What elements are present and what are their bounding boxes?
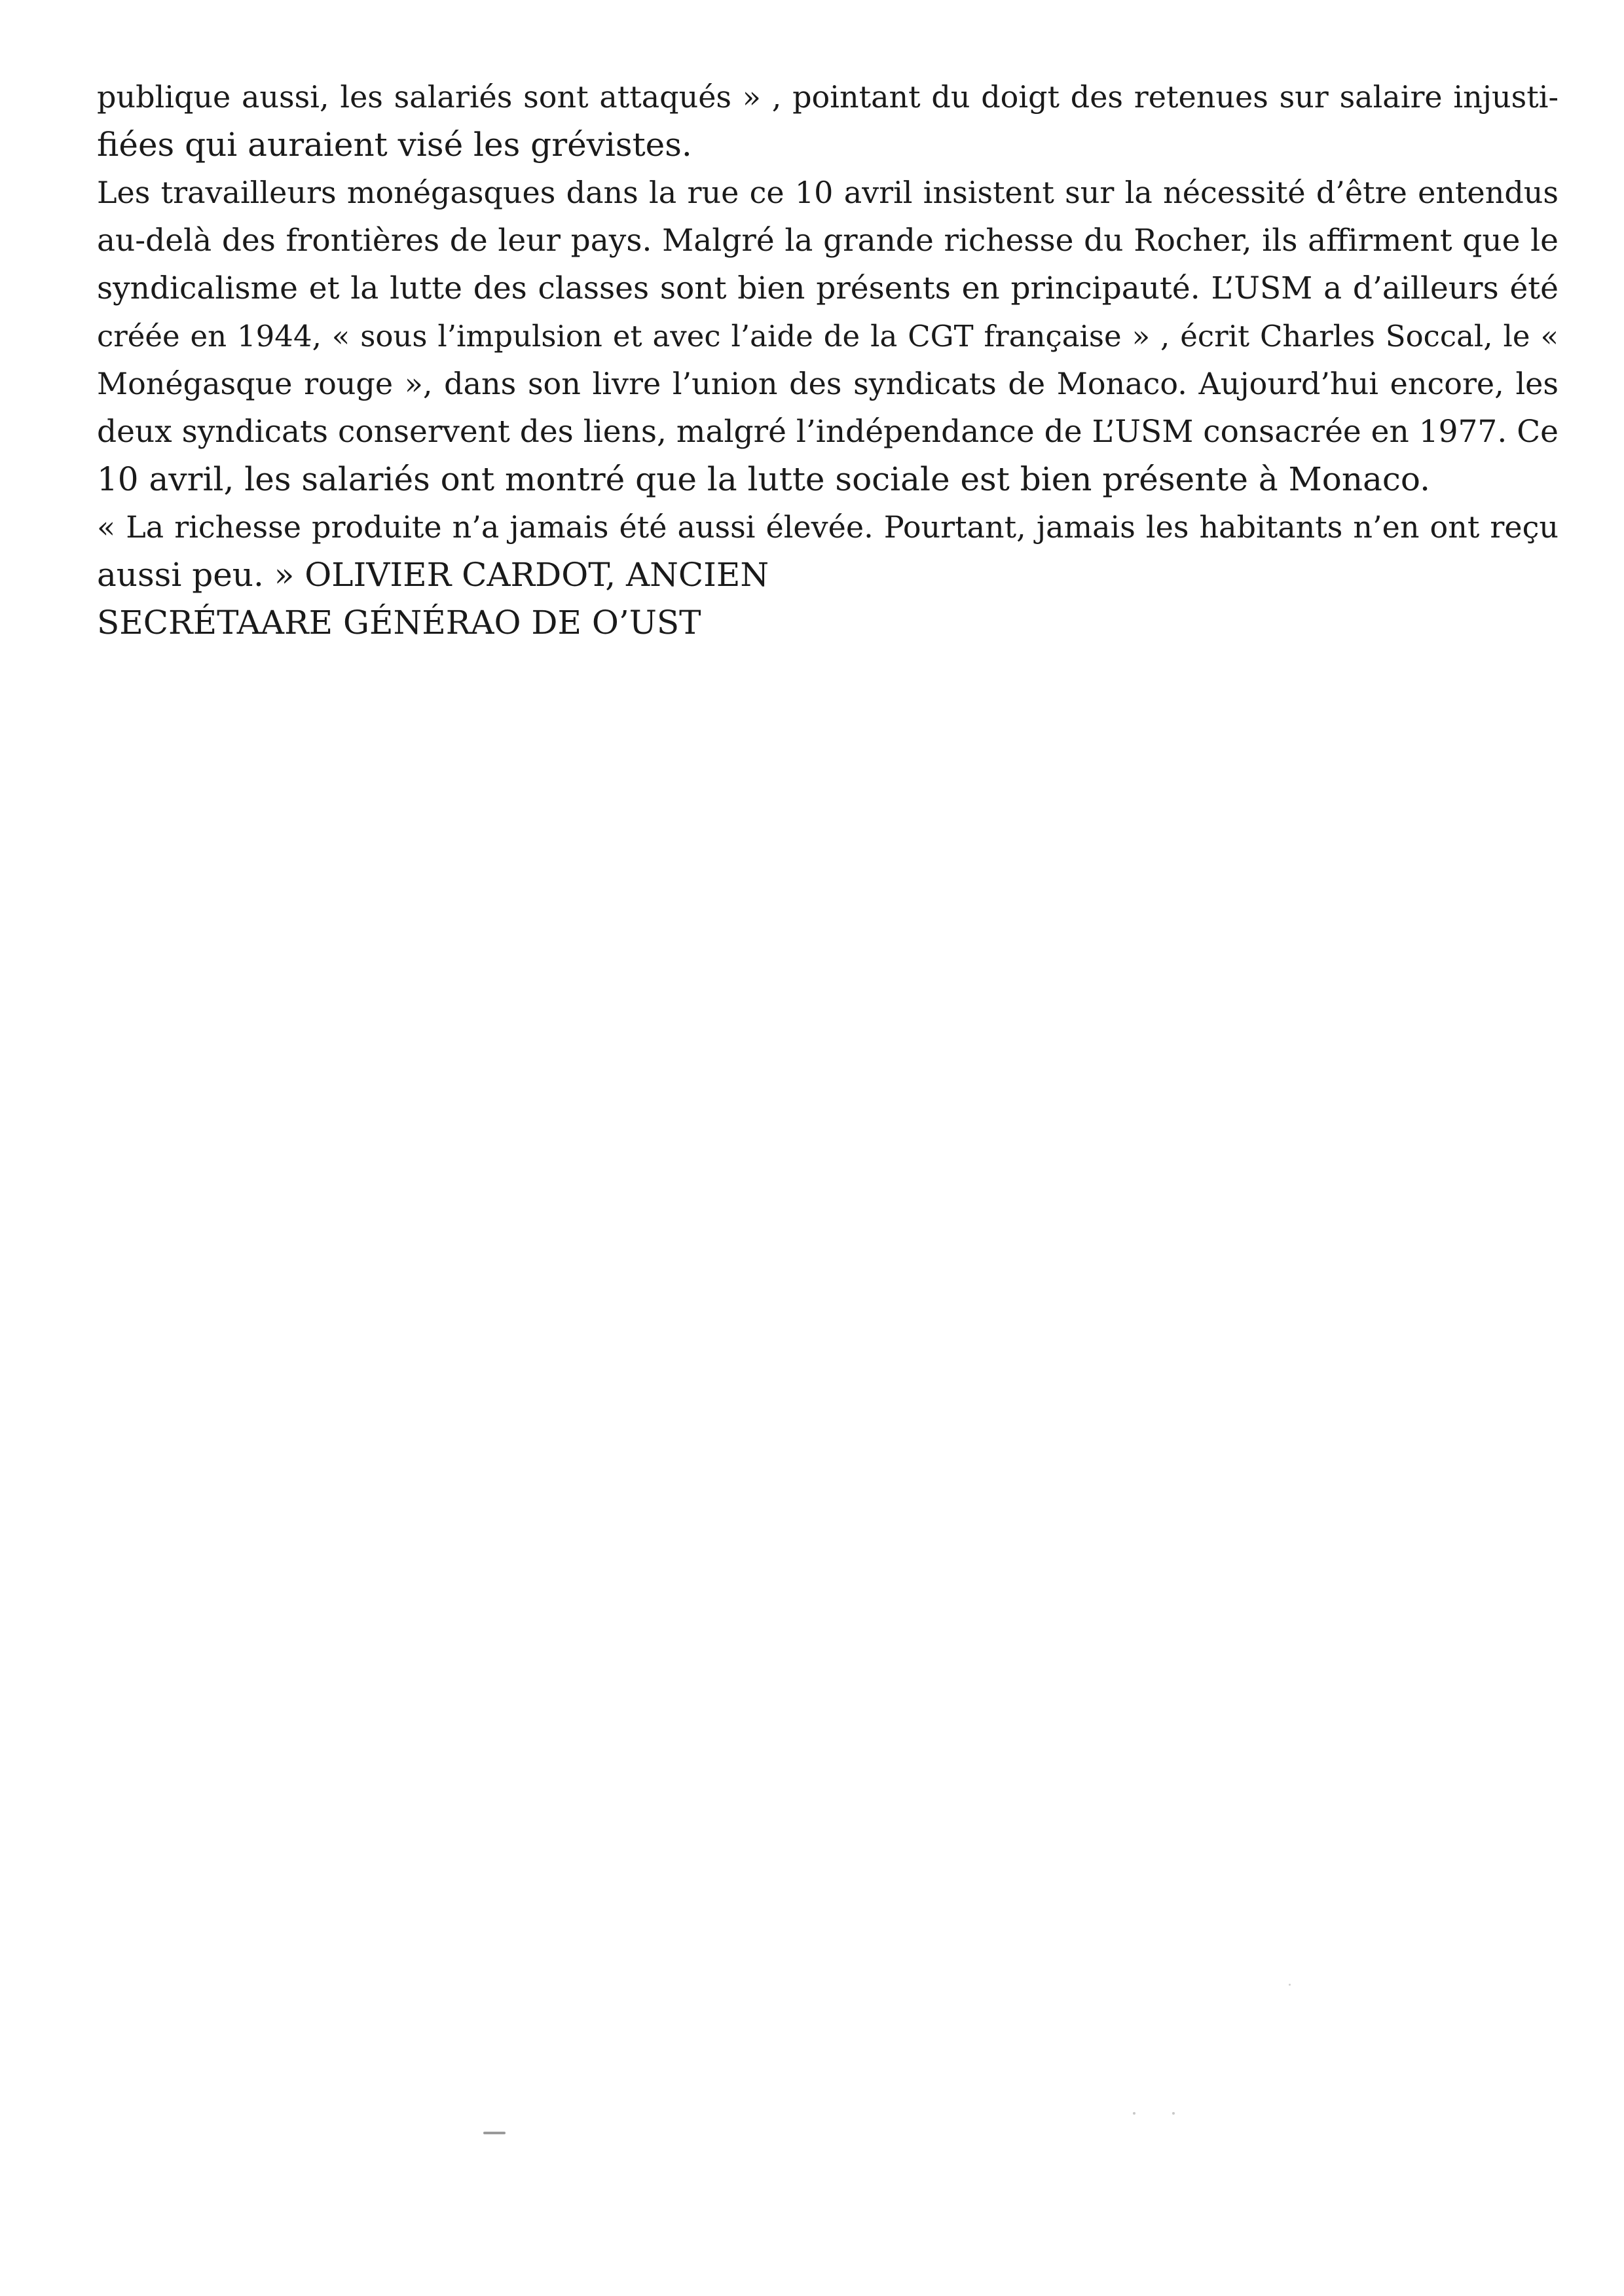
article-text [97, 73, 1559, 647]
text-line: publique aussi, les salariés sont attaqués » , pointant du doigt des retenues sur salaire injusti- [97, 79, 1559, 115]
text-line: « La richesse produite n’a jamais été aussi élevée. Pourtant, jamais les habitants n’en ont reçu [97, 509, 1559, 545]
scan-speck [1172, 2112, 1175, 2115]
scan-speck [483, 2132, 506, 2134]
text-line: deux syndicats conservent des liens, malgré l’indépendance de L’USM consacrée en 1977. Ce [97, 414, 1559, 450]
scan-speck [1289, 1984, 1291, 1986]
text-line: fiées qui auraient visé les grévistes. [97, 126, 692, 164]
text-line: SECRÉTAARE GÉNÉRAO DE O’UST [97, 604, 701, 642]
text-line: créée en 1944, « sous l’impulsion et avec l’aide de la CGT française » , écrit Charles Soccal, le « [97, 319, 1559, 354]
text-line: au-delà des frontières de leur pays. Malgré la grande richesse du Rocher, ils affirment que le [97, 223, 1559, 259]
text-line: syndicalisme et la lutte des classes sont bien présents en principauté. L’USM a d’ailleurs été [97, 270, 1559, 306]
text-line: aussi peu. » OLIVIER CARDOT, ANCIEN [97, 556, 769, 594]
text-line: 10 avril, les salariés ont montré que la lutte sociale est bien présente à Monaco. [97, 460, 1431, 498]
text-line: Les travailleurs monégasques dans la rue ce 10 avril insistent sur la nécessité d’être entendus [97, 175, 1559, 210]
text-line: Monégasque rouge », dans son livre l’union des syndicats de Monaco. Aujourd’hui encore, les [97, 366, 1559, 401]
scan-speck [1133, 2112, 1135, 2115]
